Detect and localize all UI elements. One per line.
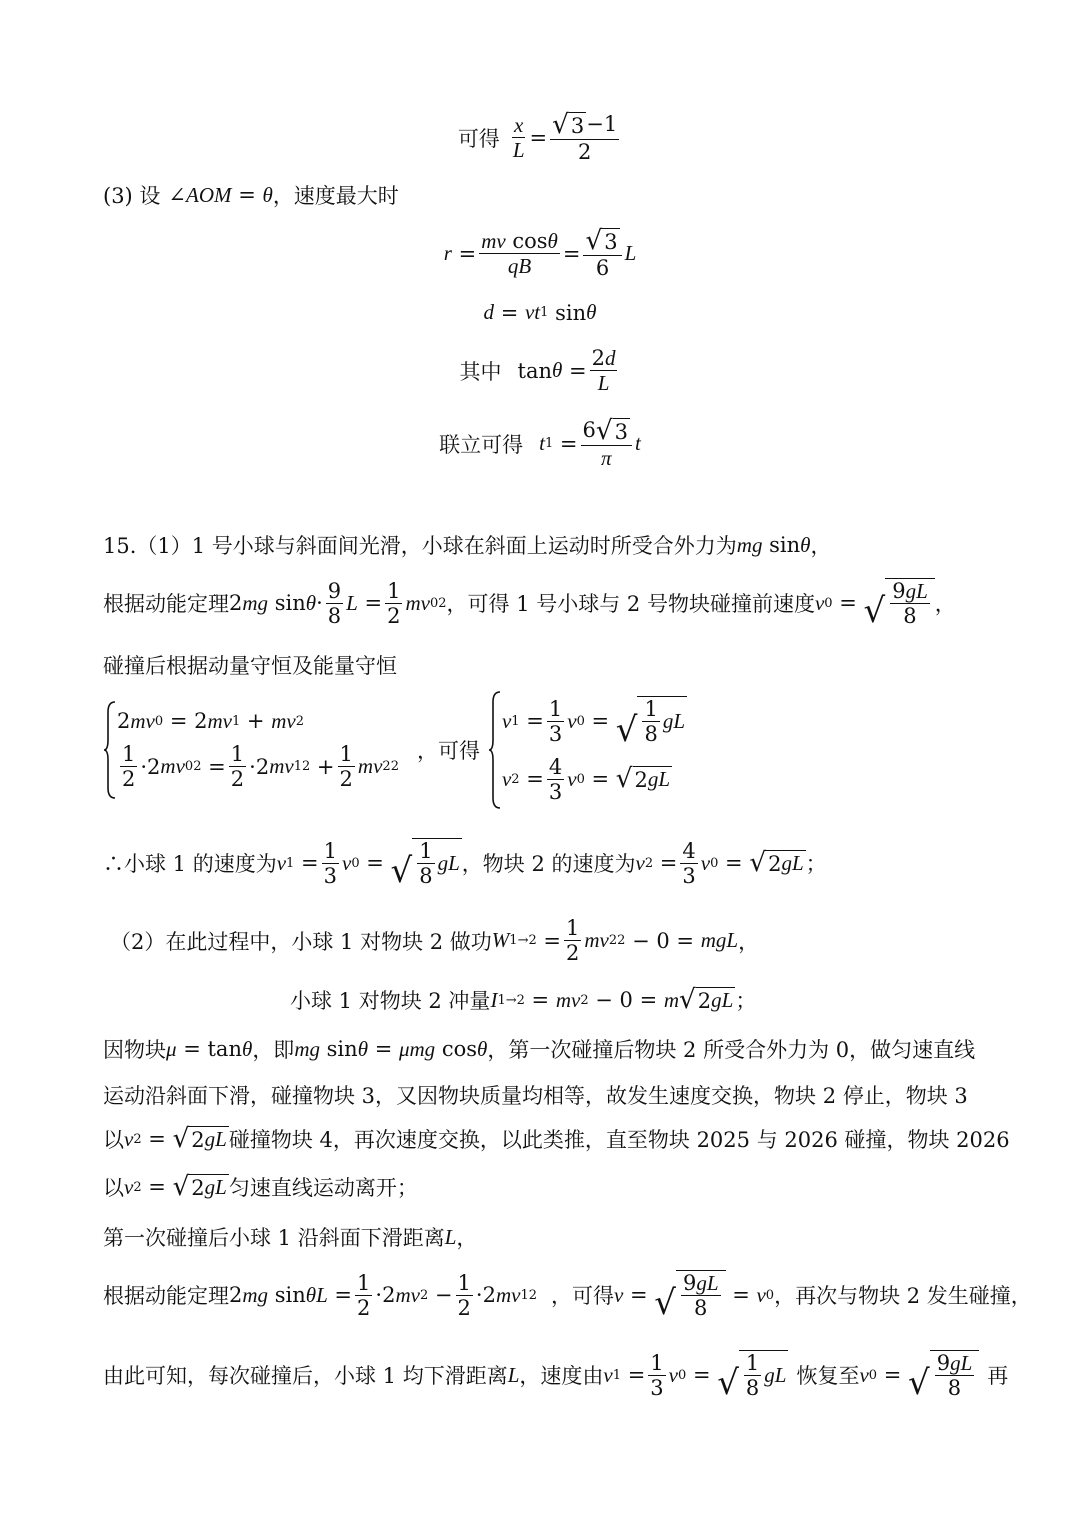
system-solution: v 1 = $\frac{1}{3}$ v 0 = √ $\frac{1}{8}$ gL v 2 = $\frac{4}{3}$ v 0 = √ 2 gL [501, 696, 686, 804]
formula-x-over-L: 可得 $\frac{x}{L}$ = √ 3 −1 2 [457, 110, 618, 164]
text-p2-c3: ，第一次碰撞后物块 2 所受合外力为 0，做匀速直线 [487, 1038, 976, 1062]
text-p2-d: 运动沿斜面下滑，碰撞物块 3，又因物块质量均相等，故发生速度交换，物块 2 停止，物块 3 [103, 1084, 968, 1108]
text-p15-2a: 根据动能定理 [103, 592, 229, 617]
text-therefore-b: ，物块 2 的速度为 [461, 852, 636, 877]
text-p15-1: 15.（1）1 号小球与斜面间光滑，小球在斜面上运动时所受合外力为 [103, 534, 737, 558]
text-lianli: 联立可得 [439, 432, 524, 457]
part3-heading: (3) 设 ∠AOM = θ ，速度最大时 [103, 180, 399, 210]
brace-left-1 [103, 700, 117, 800]
text-p2-i2: ，速度由 [519, 1364, 604, 1389]
text-p2-h2: ，可得 [551, 1284, 614, 1309]
text-therefore-a: ∴小球 1 的速度为 [103, 852, 277, 877]
text-p2-h1: 根据动能定理 [103, 1284, 229, 1309]
p2-line-f: 以 v 2 = √ 2 gL 匀速直线运动离开； [103, 1171, 418, 1202]
p2-work: （2）在此过程中，小球 1 对物块 2 做功 W 1→2 = $\frac{1}{2}$ mv 2 2 − 0 = mgL ， [110, 916, 760, 966]
p2-line-c: 因物块 μ = tan θ ，即 mg sin θ = μmg cos θ ，第一次碰撞后物块 2 所受合外力为 0，做匀速直线 [103, 1034, 975, 1064]
text-p2-f2: 匀速直线运动离开； [228, 1176, 418, 1200]
text-p2-f1: 以 [103, 1176, 124, 1200]
text-p2-e2: 碰撞物块 4，再次速度交换，以此类推，直至物块 2025 与 2026 碰撞，物块 2026 [228, 1128, 1010, 1152]
text-p2-b: 小球 1 对物块 2 冲量 [290, 989, 491, 1013]
text-p2-a: （2）在此过程中，小球 1 对物块 2 做功 [110, 929, 492, 954]
text-p2-i3: 恢复至 [796, 1364, 860, 1389]
p15-line2: 根据动能定理 2 mg sin θ · $\frac{9}{8}$ L = $\frac{1}{2}$ mv 0 2 ，可得 1 号小球与 2 号物块碰撞前速度 v 0 = √ $\frac{9gL}{8}$ ， [103, 578, 956, 632]
text-p2-i1: 由此可知，每次碰撞后，小球 1 均下滑距离 [103, 1364, 508, 1389]
formula-radius: r = $\frac{\text{mv cosθ}}{qB}$ = √ 3 6 L [443, 226, 637, 280]
formula-distance: d = vt 1 sin θ [483, 300, 597, 325]
text-p2-e1: 以 [103, 1128, 124, 1152]
p2-impulse: 小球 1 对物块 2 冲量 I 1→2 = mv 2 − 0 = m √ 2 gL ； [290, 984, 757, 1015]
text-kede: 可得 [457, 126, 500, 151]
brace-left-2 [488, 690, 502, 810]
text-p2-g: 第一次碰撞后小球 1 沿斜面下滑距离 [103, 1226, 445, 1250]
text-p15-3: 碰撞后根据动量守恒及能量守恒 [103, 654, 397, 678]
text-p15-sys-mid: ，可得 [416, 739, 480, 763]
formula-t1: 联立可得 t 1 = 6 √ 3 π t [439, 416, 641, 470]
p2-line-e: 以 v 2 = √ 2 gL 碰撞物块 4，再次速度交换，以此类推，直至物块 2025 与 2026 碰撞，物块 2026 [103, 1123, 1010, 1154]
p2-line-i: 由此可知，每次碰撞后，小球 1 均下滑距离 L ，速度由 v 1 = $\frac{1}{3}$ v 0 = √ $\frac{1}{8}$ gL 恢复至 v 0 = √ $\frac{9gL}{8}$ 再 [103, 1350, 1009, 1404]
text-p2-c1: 因物块 [103, 1038, 166, 1062]
p15-systems [103, 690, 687, 810]
p2-line-d [103, 1080, 968, 1110]
p15-line1: 15.（1）1 号小球与斜面间光滑，小球在斜面上运动时所受合外力为 mg sin θ ， [103, 530, 832, 560]
text-part3-prefix: (3) 设 [103, 184, 161, 208]
p15-therefore: ∴小球 1 的速度为 v 1 = $\frac{1}{3}$ v 0 = √ $\frac{1}{8}$ gL ，物块 2 的速度为 v 2 = $\frac{4}{3}$ v 0 = √ 2 gL ； [103, 838, 827, 892]
text-p2-h3: ，再次与物块 2 发生碰撞， [774, 1284, 1032, 1309]
text-qizhong: 其中 [459, 359, 502, 384]
text-p2-c2: ，即 [252, 1038, 295, 1062]
text-p2-i4: 再 [987, 1364, 1009, 1389]
formula-tan: 其中 tan θ = $\frac{2d}{L}$ [459, 346, 616, 396]
system-momentum-energy: 2 mv 0 = 2 mv 1 + mv 2 $\frac{1}{2}$ ·2 mv 0 2 = $\frac{1}{2}$ ·2 mv 1 2 + $\frac{1}{2}$ mv 2 2 [117, 708, 399, 791]
text-p15-2b: ，可得 1 号小球与 2 号物块碰撞前速度 [446, 592, 815, 617]
text-part3-suffix: ，速度最大时 [272, 184, 399, 208]
p2-line-g: 第一次碰撞后小球 1 沿斜面下滑距离 L ， [103, 1222, 477, 1252]
p15-line3 [103, 650, 397, 680]
p2-line-h: 根据动能定理 2 mg sin θL = $\frac{1}{2}$ ·2 mv 2 − $\frac{1}{2}$ ·2 mv 1 2 ，可得 v = √ $\frac{9gL}{8}$ = v 0 ，再次与物块 2 发生碰撞， [103, 1270, 1032, 1324]
